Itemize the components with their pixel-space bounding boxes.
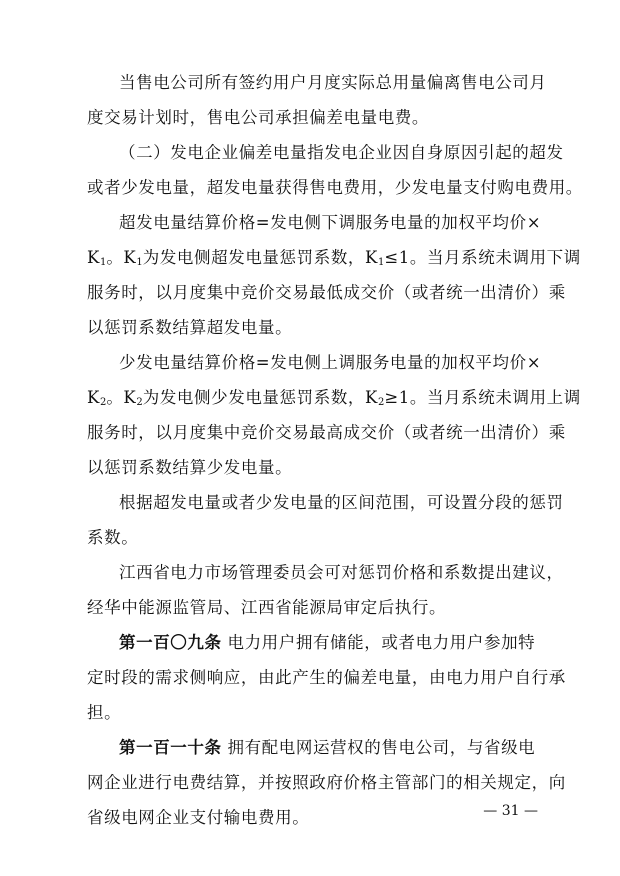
text-fragment: 。	[106, 388, 124, 407]
text-line: 以惩罚系数结算少发电量。	[87, 458, 293, 477]
k-symbol: K	[123, 388, 137, 407]
text-fragment: 电力用户拥有储能，或者电力用户参加特	[227, 633, 536, 652]
subscript: 2	[99, 397, 107, 408]
text-line: （二）发电企业偏差电量指发电企业因自身原因引起的超发	[119, 143, 564, 162]
text-line: 网企业进行电费结算，并按照政府价格主管部门的相关规定，向	[87, 773, 566, 792]
subscript: 2	[377, 397, 385, 408]
k-symbol: K	[123, 248, 137, 267]
article-line-109	[119, 633, 535, 653]
article-heading: 第一百〇九条	[119, 633, 222, 652]
text-line: 江西省电力市场管理委员会可对惩罚价格和系数提出建议，	[119, 563, 564, 582]
text-fragment: 为发电侧少发电量惩罚系数，	[142, 388, 366, 407]
text-line: 服务时，以月度集中竞价交易最高成交价（或者统一出清价）乘	[87, 423, 566, 442]
text-fragment: 为发电侧超发电量惩罚系数，	[142, 248, 366, 267]
text-line: 度交易计划时，售电公司承担偏差电量电费。	[87, 108, 429, 127]
text-line: 服务时，以月度集中竞价交易最低成交价（或者统一出清价）乘	[87, 283, 566, 302]
text-line: 根据超发电量或者少发电量的区间范围，可设置分段的惩罚	[119, 493, 564, 512]
k-symbol: K	[365, 388, 378, 407]
k-symbol: K	[365, 248, 378, 267]
text-line: 省级电网企业支付输电费用。	[87, 808, 310, 827]
text-fragment: 拥有配电网运营权的售电公司，与省级电	[227, 738, 536, 757]
subscript: 1	[136, 257, 143, 268]
text-fragment: ≥1。当月系统未调用上调	[384, 388, 581, 407]
k-symbol: K	[87, 248, 100, 267]
page-number: — 31 —	[483, 803, 538, 819]
text-line: 超发电量结算价格=发电侧下调服务电量的加权平均价×	[119, 213, 542, 232]
text-line: 经华中能源监管局、江西省能源局审定后执行。	[87, 598, 447, 617]
text-line: 或者少发电量，超发电量获得售电费用，少发电量支付购电费用。	[87, 178, 583, 197]
subscript: 1	[377, 257, 385, 268]
formula-line-k1	[87, 248, 581, 273]
text-fragment: 。	[106, 248, 124, 267]
subscript: 2	[136, 397, 143, 408]
text-line: 担。	[87, 703, 122, 722]
text-fragment: ≤1。当月系统未调用下调	[384, 248, 581, 267]
article-heading: 第一百一十条	[119, 738, 222, 757]
text-line: 以惩罚系数结算超发电量。	[87, 318, 293, 337]
article-line-110	[119, 738, 535, 758]
text-line: 定时段的需求侧响应，由此产生的偏差电量，由电力用户自行承	[87, 668, 566, 687]
subscript: 1	[99, 257, 107, 268]
text-line: 当售电公司所有签约用户月度实际总用量偏离售电公司月	[119, 73, 547, 92]
text-line: 少发电量结算价格=发电侧上调服务电量的加权平均价×	[119, 353, 542, 372]
k-symbol: K	[87, 388, 100, 407]
formula-line-k2	[87, 388, 581, 413]
text-line: 系数。	[87, 528, 139, 547]
